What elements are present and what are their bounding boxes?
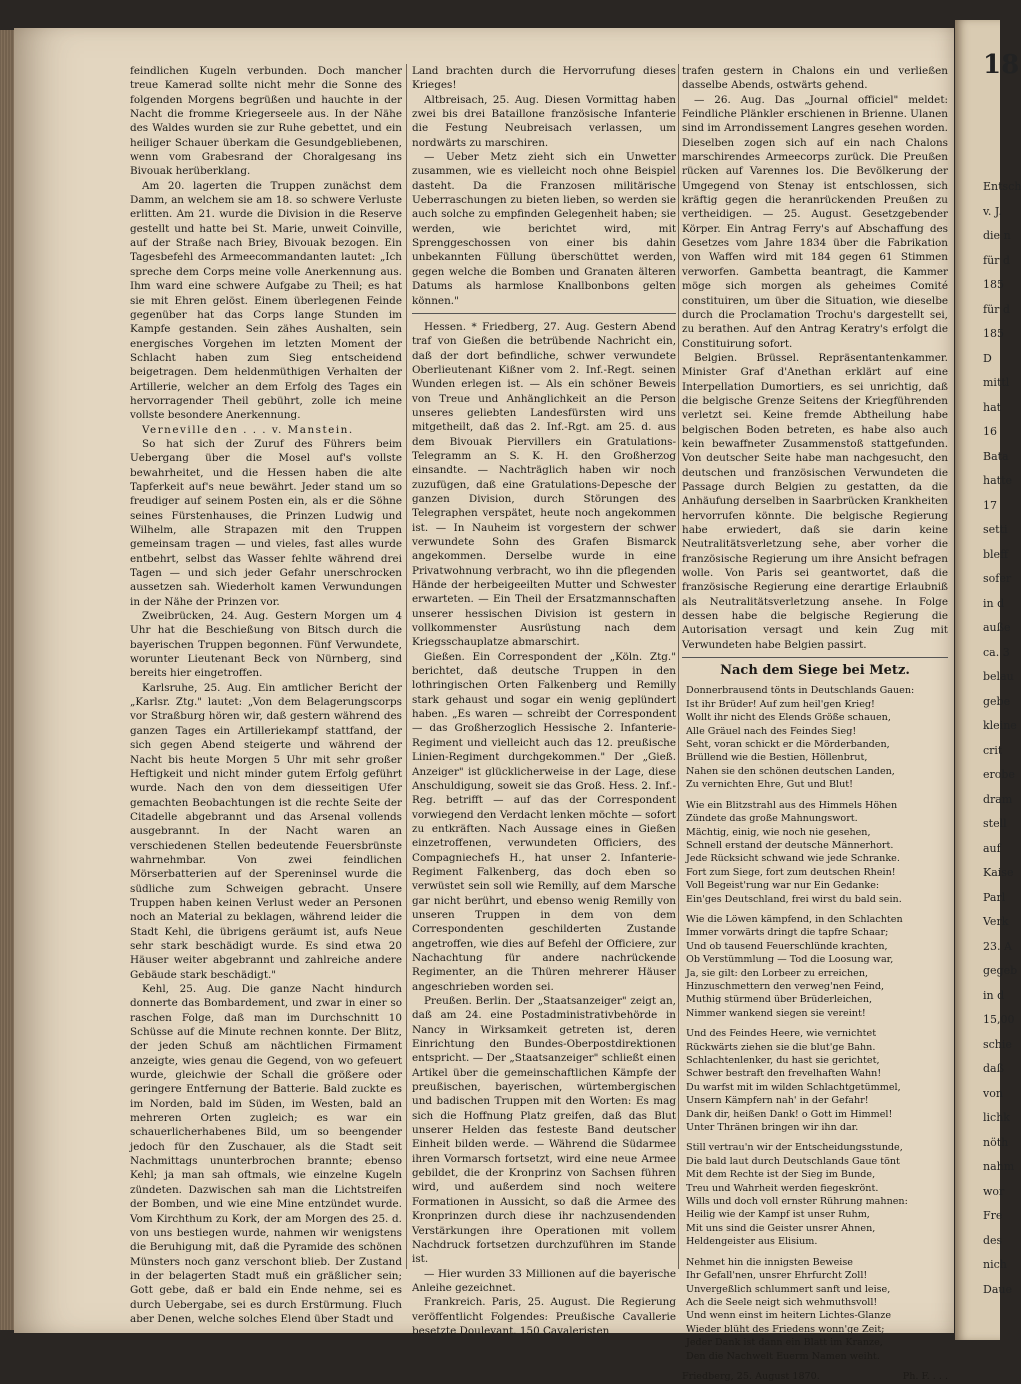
poem-line: Wills und doch voll ernster Rührung mahnen: [686, 1196, 908, 1208]
facing-page-text-fragment: 23. A [983, 939, 1012, 953]
poem-line: Jeder Dank ist dann ein Blatt im Kranze, [686, 1337, 883, 1349]
facing-page-text-fragment: Fre [983, 1209, 1003, 1222]
facing-page-text-fragment: hatte [983, 474, 1012, 487]
facing-page-text-fragment: des [983, 1233, 1003, 1247]
poem-line: Mit uns sind die Geister unsrer Ahnen, [686, 1222, 876, 1234]
news-item: Zweibrücken, 24. Aug. Gestern Morgen um 4 Uhr hat die Beschießung von Bitsch durch die bayerischen Truppen begonnen. Fünf Verwundete, worunter Lieutenant Beck von Nürnberg, sind bereits hier eingetroffen. [130, 610, 402, 680]
poem-line: Hinzuschmettern den verweg'nen Feind, [686, 980, 885, 992]
facing-page-text-fragment: nöth [983, 1135, 1009, 1149]
poem-line: Muthig stürmend über Brüderleichen, [686, 994, 873, 1006]
facing-page-text-fragment: dram [983, 792, 1013, 806]
facing-page-text-fragment: Verk [983, 915, 1009, 928]
poem-line: Dank dir, heißen Dank! o Gott im Himmel! [686, 1108, 893, 1120]
facing-page-text-fragment: gegeb [983, 964, 1018, 977]
facing-page-text-fragment: crit [983, 743, 1003, 757]
facing-page-text-fragment: 17 [983, 498, 997, 512]
poem-line: Ja, sie gilt: den Lorbeer zu erreichen, [686, 967, 869, 979]
poem-line: Nimmer wankend siegen sie vereint! [686, 1007, 866, 1019]
poem-line: Zündete das große Mahnungswort. [686, 813, 858, 825]
section-frankreich: Frankreich. Paris, 25. August. Die Regierung veröffentlicht Folgendes: Preußische Cavallerie besetzte Doulevant. 150 Cavaleristen [412, 1296, 676, 1337]
book-edge-left [0, 30, 14, 1330]
facing-page-text-fragment: v. J. [983, 204, 1002, 218]
facing-page-text-fragment: 16 [983, 425, 997, 438]
poem-line: Jede Rücksicht schwand wie jede Schranke. [686, 853, 900, 865]
article-paragraph: feindlichen Kugeln verbunden. Doch mancher treue Kamerad sollte nicht mehr die Sonne des folgenden Morgens begrüßen und hauchte in der Nacht die fromme Kriegerseele aus. In der Nähe des Waldes wurden sie zur Ruhe gebettet, und ein heiliger Schauer überkam die Gesundgebliebenen, wenn vom Grabesrand der Choralgesang ins Bivouak herüberklang. [130, 65, 402, 178]
facing-page-text-fragment: D [983, 351, 992, 365]
facing-page-text-fragment: 185 [983, 278, 1004, 291]
poem-line: Wie die Löwen kämpfend, in den Schlachten [686, 913, 903, 925]
poem-line: Donnerbrausend tönts in Deutschlands Gauen: [686, 685, 915, 697]
section-preussen: Preußen. Berlin. Der „Staatsanzeiger" zeigt an, daß am 24. eine Postadministrativbehörde in Nancy in Wirksamkeit getreten ist, deren Einrichtung den Bundes-Oberpostdirektionen entspricht. — Der „Staatsanzeiger" schließt einen Artikel über die gemeinschaftlichen Kämpfe der preußischen, bayerischen, würtembergischen und badischen Truppen mit den Worten: Es mag sich die Hoffnung Platz greifen, daß das Blut unserer Helden das festeste Band deutscher Einheit bilden werde. — Während die Südarmee ihren Vormarsch fortsetzt, wird eine neue Armee gebildet, die der Kronprinz von Sachsen führen wird, und außerdem sind noch weitere Formationen in Aussicht, so daß die Armee des Kronprinzen durch diese ihr nachzusendenden Verstärkungen ihre Operationen mit vollem Nachdruck fortsetzen durchzuführen im Stande ist. [412, 995, 676, 1266]
poem-line: Seht, voran schickt er die Mörderbanden, [686, 739, 890, 751]
poem-place-date: Friedberg, 25. August 1870. [682, 1370, 820, 1382]
facing-page-text-fragment: Kaise [983, 866, 1014, 879]
news-item: — Ueber Metz zieht sich ein Unwetter zusammen, wie es vielleicht noch ohne Beispiel dasteht. Da die Franzosen militärische Ueberraschungen zu bieten lieben, so werden sie auch solche zu empfinden Gelegenheit haben; sie werden, wie berichtet wird, mit Sprenggeschossen von einer bis dahin unbekannten Füllung überschüttet werden, gegen welche die Bomben und Granaten älteren Datums als harmlose Knallbonbons gelten können." [412, 151, 676, 307]
facing-page-text-fragment: erobe [983, 768, 1015, 781]
poem-stanza [682, 1141, 948, 1248]
section-divider [682, 657, 948, 658]
facing-page-text-fragment: auße [983, 621, 1011, 634]
poem-line: Heilig wie der Kampf ist unser Ruhm, [686, 1209, 870, 1221]
poem-line: Treu und Wahrheit werden fiegeskrönt. [686, 1182, 879, 1194]
poem-line: Rückwärts ziehen sie die blut'ge Bahn. [686, 1041, 876, 1053]
facing-page-text-fragment: für d [983, 302, 1010, 316]
facing-page-text-fragment: wor [983, 1184, 1005, 1198]
poem-line: Mächtig, einig, wie noch nie gesehen, [686, 826, 871, 838]
poem-line: Ein'ges Deutschland, frei wirst du bald sein. [686, 893, 902, 905]
poem-line: Und wenn einst im heitern Lichtes-Glanze [686, 1310, 892, 1322]
column-rule [406, 64, 407, 1269]
facing-page-text-fragment: in d [983, 988, 1005, 1002]
facing-page-text-fragment: hat [983, 400, 1002, 414]
poem-line: Schnell erstand der deutsche Männerhort. [686, 839, 894, 851]
facing-page-text-fragment: Bata [983, 449, 1009, 463]
poem-line: Ob Verstümmlung — Tod die Loosung war, [686, 954, 894, 966]
dateline-signature: Verneville den . . . v. Manstein. [142, 423, 354, 436]
facing-page-text-fragment: Parl [983, 890, 1006, 904]
poem-line: Schlachtenlenker, du hast sie gerichtet, [686, 1055, 880, 1066]
facing-page-text-fragment: 15,00 [983, 1013, 1015, 1026]
facing-page-text-fragment: lichk [983, 1111, 1010, 1124]
facing-page-text-fragment: gebe [983, 694, 1011, 708]
news-item: Kehl, 25. Aug. Die ganze Nacht hindurch donnerte das Bombardement, und zwar in einer so raschen Folge, daß man im Durchschnitt 10 Schüsse auf die Minute rechnen konnte. Der Blitz, der jeden Schuß am nächtlichen Firmament anzeigte, wies genau die Gegend, von wo gefeuert wurde, gleichwie der Schall die größere oder geringere Entfernung der Batterie. Bald zuckte es im Norden, bald im Süden, im Westen, bald an mehreren Orten zugleich; es war ein schauerlicherhabenes Bild, um so beengender jedoch für den Zuschauer, als die Stadt seit Nachmittags ununterbrochen brannte; ebenso Kehl; ja man sah oftmals, wie einzelne Kugeln zündeten. Dazwischen sah man die Lichtstreifen der Bomben, und wie eine Mine entzündet wurde. Vom Kirchthum zu Kork, der am Morgen des 25. d. von uns bestiegen wurde, nahmen wir wenigstens die Beruhigung mit, daß die Pyramide des schönen Münsters noch ganz verschont blieb. Der Zustand in der belagerten Stadt muß ein gräßlicher sein; Gott gebe, daß er bald ein Ende nehme, sei es durch Uebergabe, sei es durch Erstürmung. Fluch aber Denen, welche solches Elend über Stadt und [130, 983, 402, 1325]
column-1 [130, 64, 402, 1326]
section-hessen: Hessen. * Friedberg, 27. Aug. Gestern Abend traf von Gießen die betrübende Nachricht ein, daß der dort befindliche, schwer verwundete Oberlieutenant Kißner vom 2. Inf.-Regt. seinen Wunden erlegen ist. — Als ein schöner Beweis von Treue und Anhänglichkeit an die Person unseres geliebten Landesfürsten wird uns mitgetheilt, daß das 2. Inf.-Rgt. am 25. d. aus dem Bivouak Piervillers ein Gratulations-Telegramm an S. K. H. den Großherzog einsandte. — Nachträglich haben wir noch zuzufügen, daß eine Gratulations-Depesche der ganzen Division, durch Störungen des Telegraphen verspätet, heute noch angekommen ist. — In Nauheim ist vorgestern der schwer verwundete Sohn des Grafen Bismarck angekommen. Derselbe wurde in eine Privatwohnung verbracht, wo ihn die pflegenden Hände der herbeigeeilten Mutter und Schwester erwarteten. — Ein Theil der Ersatzmannschaften unserer hessischen Division ist gestern in vollkommenster Ausrüstung nach dem Kriegsschauplatze abmarschirt. [412, 320, 676, 649]
poem-line: Wollt ihr nicht des Elends Größe schauen, [686, 712, 891, 724]
poem-signature-line [682, 1370, 948, 1384]
facing-page-text-fragment: mittl [983, 376, 1010, 389]
poem-line: Die bald laut durch Deutschlands Gaue tönt [686, 1155, 900, 1167]
poem-line: Unsern Kämpfern nah' in der Gefahr! [686, 1095, 869, 1107]
poem-line: Brüllend wie die Bestien, Höllenbrut, [686, 752, 868, 764]
poem-title: Nach dem Siege bei Metz. [720, 663, 910, 679]
poem-line: Ist ihr Brüder! Auf zum heil'gen Krieg! [686, 698, 875, 710]
poem-line: Wieder blüht des Friedens wonn'ge Zeit; [686, 1323, 885, 1335]
column-3 [682, 64, 948, 1384]
poem-stanza [682, 1256, 948, 1363]
poem-line: Und ob tausend Feuerschlünde krachten, [686, 940, 888, 952]
facing-page-text-fragment: bleff [983, 547, 1008, 561]
poem-line: Ach die Seele neigt sich wehmuthsvoll! [686, 1296, 878, 1308]
poem-line: Den die Nachwelt Euerm Namen weiht. [686, 1350, 880, 1362]
poem-line: Nehmet hin die innigsten Beweise [686, 1256, 853, 1268]
facing-page-text-fragment: die n [983, 229, 1011, 242]
section-belgien: Belgien. Brüssel. Repräsentantenkammer. Minister Graf d'Anethan erklärt auf eine Interpellation Dumortiers, es sei unrichtig, daß die belgische Grenze Seitens der Kriegführenden verletzt sei. Keine fremde Abtheilung habe belgischen Boden betreten, es habe also auch kein bewaffneter Zusammenstoß stattgefunden. Von deutscher Seite habe man nachgesucht, den deutschen und französischen Verwundeten die Passage durch Belgien zu gestatten, da die Anhäufung derselben in Saarbrücken Krankheiten hervorrufen könnte. Die belgische Regierung habe erwiedert, daß sie darin keine Neutralitätsverletzung sehe, aber vorher die französische Regierung um ihre Ansicht befragen wolle. Von Paris sei geantwortet, daß die französische Regierung eine derartige Erlaubniß als Neutralitätsverletzung ansehe. In Folge dessen habe die belgische Regierung die Autorisation versagt und kein Zug mit Verwundeten habe Belgien passirt. [682, 351, 948, 651]
facing-page-text-fragment: für d [983, 253, 1010, 267]
facing-page-edge [955, 20, 1021, 1340]
poem-line: Mit dem Rechte ist der Sieg im Bunde, [686, 1169, 876, 1181]
news-item: Karlsruhe, 25. Aug. Ein amtlicher Bericht der „Karlsr. Ztg." lautet: „Von dem Belagerungscorps vor Straßburg hören wir, daß gestern während des ganzen Tages ein Artilleriekampf stattfand, der sich gegen Abend steigerte und während der Nacht bis heute Morgen 5 Uhr mit sehr großer Heftigkeit und nicht minder gutem Erfolg geführt wurde. Nach den von dem diesseitigen Ufer gemachten Beobachtungen ist die rechte Seite der Citadelle abgebrannt und das Arsenal vollends ausgebrannt. In der Nacht waren an verschiedenen Stellen bedeutende Feuersbrünste wahrnehmbar. Von zwei feindlichen Mörserbatterien auf der Spereninsel wurde die südliche zum Schweigen gebracht. Unsere Truppen haben keinen Verlust weder an Personen noch an Material zu beklagen, während leider die Stadt Kehl, die übrigens geräumt ist, aufs Neue sehr stark beschädigt wurde. Es sind etwa 20 Häuser weiter abgebrannt und zahlreiche andere Gebäude stark beschädigt." [130, 681, 402, 981]
facing-page-text-fragment: setti [983, 523, 1008, 536]
facing-page-text-fragment: Daue [983, 1282, 1012, 1296]
poem-line: Nahen sie den schönen deutschen Landen, [686, 765, 895, 777]
poem-line: Voll Begeist'rung war nur Ein Gedanke: [686, 880, 880, 892]
poem-line: Heldengeister aus Elisium. [686, 1236, 818, 1248]
news-item: — 26. Aug. Das „Journal officiel" meldet: Feindliche Plänkler erschienen in Brienne. Ulanen sind im Arrondissement Langres gesehen worden. Dieselben zogen sich auf ein nach Chalons marschirendes Armeecorps zurück. Die Preußen rücken auf Varennes los. Die Bevölkerung der Umgegend von Stenay ist entschlossen, sich kräftig gegen die heranrückenden Preußen zu vertheidigen. — 25. August. Gesetzgebender Körper. Ein Antrag Ferry's auf Abschaffung des Gesetzes vom Jahre 1834 über die Fabrikation von Waffen wird mit 184 gegen 61 Stimmen verworfen. Gambetta beantragt, die Kammer möge sich morgen als geheimes Comité constituiren, um über die Situation, wie dieselbe durch die Proclamation Trochu's dargestellt sei, zu berathen. Auf den Antrag Keratry's erfolgt die Constituirung sofort. [682, 93, 948, 350]
facing-page-text-fragment: 185 [983, 327, 1004, 340]
facing-page-text-fragment: belau [983, 670, 1014, 683]
column-2 [412, 64, 676, 1338]
facing-page-text-fragment: kleine [983, 719, 1017, 732]
article-paragraph: So hat sich der Zuruf des Führers beim Uebergang über die Mosel auf's vollste bewahrheitet, und die Hessen haben die alte Tapferkeit auf's neue bewährt. Jeder stand um so freudiger auf seinem Posten ein, als er die Söhne seines Fürstenhauses, die Prinzen Ludwig und Wilhelm, alle Strapazen mit den Truppen gemeinsam tragen — und vieles, fast alles wurde entbehrt, selbst das Wasser fehlte während drei Tagen — und sich jeder Gefahr unerschrocken aussetzen sah. Wiederholt kamen Verwundungen in der Nähe der Prinzen vor. [130, 437, 402, 608]
poem-line: Unvergeßlich schlummert sanft und leise, [686, 1283, 891, 1295]
poem-line: Wie ein Blitzstrahl aus des Himmels Höhen [686, 799, 898, 811]
poem-stanza [682, 684, 948, 791]
facing-page-text-fragment: Entsch [983, 180, 1021, 193]
poem-line: Und des Feindes Heere, wie vernichtet [686, 1028, 877, 1040]
facing-page-text-fragment: nich [983, 1258, 1007, 1271]
poem-author: Ph. F. . . . [902, 1370, 948, 1382]
poem-stanza [682, 1027, 948, 1134]
facing-page-text-fragment: auf [983, 841, 1001, 855]
facing-page-text-fragment: schie [983, 1037, 1012, 1051]
news-item: — Hier wurden 33 Millionen auf die bayerische Anleihe gezeichnet. [412, 1267, 676, 1294]
poem-line: Unter Thränen bringen wir ihn dar. [686, 1122, 859, 1134]
article-paragraph: Am 20. lagerten die Truppen zunächst dem Damm, an welchem sie am 18. so schwere Verluste erlitten. Am 21. wurde die Division in die Reserve gestellt und hatte bei St. Marie, unweit Coinville, auf der Straße nach Briey, Bivouak bezogen. Ein Tagesbefehl des Armeecommandanten lautet: „Ich spreche dem Corps meine volle Anerkennung aus. Ihm ward eine schwere Aufgabe zu Theil; es hat sie mit Ehren gelöst. Einem überlegenen Feinde gegenüber hat das Corps lange Stunden im Kampfe gestanden. Sein zähes Aushalten, sein energisches Vorgehen im letzten Moment der Schlacht haben zum Sieg entscheidend beigetragen. Dem heldenmüthigen Verhalten der Artillerie, welcher an dem Erfolg des Tages ein hervorragender Theil gebührt, zolle ich meine vollste besondere Anerkennung. [130, 179, 402, 422]
facing-page-text-fragment: in d [983, 596, 1005, 610]
poem-stanza [682, 913, 948, 1020]
facing-page-text-fragment: nahm [983, 1160, 1015, 1173]
poem-line: Immer vorwärts dringt die tapfre Schaar; [686, 927, 889, 939]
facing-page-text-fragment: daß [983, 1062, 1004, 1075]
section-divider [412, 313, 676, 314]
poem-line: Still vertrau'n wir der Entscheidungsstunde, [686, 1142, 903, 1154]
news-item: trafen gestern in Chalons ein und verließen dasselbe Abends, ostwärts gehend. [682, 65, 948, 92]
facing-page-text-fragment: 18 [983, 50, 1020, 80]
article-paragraph: Land brachten durch die Hervorrufung dieses Krieges! [412, 65, 676, 92]
poem-line: Zu vernichten Ehre, Gut und Blut! [686, 779, 853, 791]
news-item: Gießen. Ein Correspondent der „Köln. Ztg." berichtet, daß deutsche Truppen in den lothringischen Orten Falkenberg und Remilly stark gehaust und sogar ein wenig geplündert haben. „Es waren — schreibt der Correspondent — das Großherzoglich Hessische 2. Infanterie-Regiment und vielleicht auch das 12. preußische Linien-Regiment durchgekommen." Der „Gieß. Anzeiger" ist glücklicherweise in der Lage, diese Anschuldigung, soweit sie das Groß. Hess. 2. Inf.-Reg. betrifft — auf das der Correspondent vorwiegend den Verdacht lenken möchte — sofort zu entkräften. Nach Aussage eines in Gießen einzetroffenen, verwundeten Officiers, des Compagniechefs H., hat unser 2. Infanterie-Regiment Falkenberg, das doch eben so verwüstet sein soll wie Remilly, auf dem Marsche gar nicht berührt, und ebenso wenig Remilly von unseren Truppen in dem von dem Correspondenten geschilderten Zustande angetroffen, wie dies auf Befehl der Officiere, zur Nachachtung für andere nachrückende Regimenter, an die Thüren mehrerer Häuser angeschrieben worden sei. [412, 650, 676, 993]
poem-line: Schwer bestraft den frevelhaften Wahn! [686, 1068, 882, 1080]
news-item: Altbreisach, 25. Aug. Diesen Vormittag haben zwei bis drei Bataillone französische Infanterie die Festung Neubreisach verlassen, um nordwärts zu marschiren. [412, 93, 676, 149]
facing-page-text-fragment: sofer [983, 572, 1012, 585]
poem-line: Ihr Gefall'nen, unsrer Ehrfurcht Zoll! [686, 1270, 868, 1282]
facing-page-text-fragment: ca. 3 [983, 645, 1010, 659]
poem-line: Alle Gräuel nach des Feindes Sieg! [686, 725, 857, 737]
poem-line: Fort zum Siege, fort zum deutschen Rhein! [686, 866, 896, 878]
poem-body [682, 684, 948, 1363]
poem-stanza [682, 799, 948, 906]
facing-page-text-fragment: stell [983, 817, 1007, 830]
column-rule [678, 64, 679, 1269]
facing-page-text-fragment: von [983, 1086, 1003, 1100]
poem-line: Du warfst mit im wilden Schlachtgetümmel, [686, 1081, 901, 1093]
